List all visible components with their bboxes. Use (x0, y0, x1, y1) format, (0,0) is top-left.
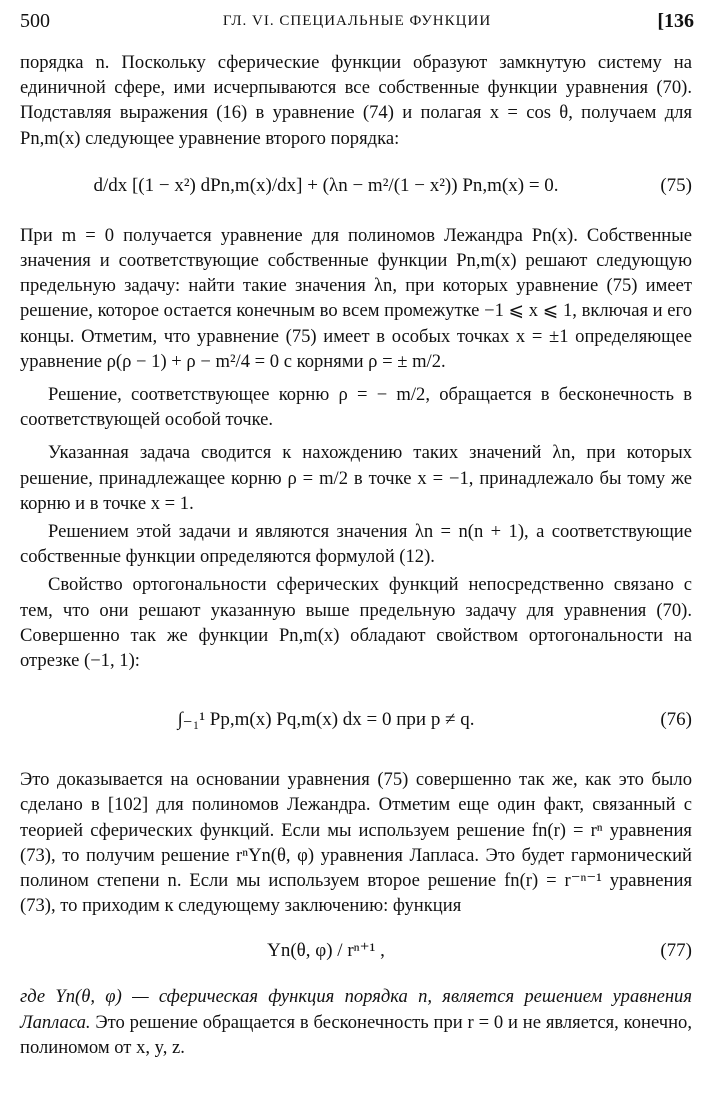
equation-76-number: (76) (660, 709, 692, 731)
page-header (20, 10, 694, 38)
equation-75 (20, 155, 692, 219)
paragraph-8 (20, 984, 692, 1060)
paragraph-2: При m = 0 получается уравнение для полиномов Лежандра Pn(x). Собственные значения и соответствующие собственные функции Pn,m(x) решают следующую предельную задачу: найти такие значения λn, при которых уравнение (75) имеет решение, которое остается конечным во всем промежутке −1 ⩽ x ⩽ 1, включая и его концы. Отметим, что уравнение (75) имеет в особых точках x = ±1 определяющее уравнение ρ(ρ − 1) + ρ − m²/4 = 0 с корнями ρ = ± m/2. (20, 224, 692, 372)
equation-76 (20, 677, 692, 763)
equation-76-formula: ∫₋₁¹ Pp,m(x) Pq,m(x) dx = 0 при p ≠ q. (177, 709, 475, 731)
equation-75-formula: d/dx [(1 − x²) dPn,m(x)/dx] + (λn − m²/(1 − x²)) Pn,m(x) = 0. (93, 174, 559, 196)
page-body (20, 50, 692, 1060)
section-number: [136 (657, 10, 694, 32)
paragraph-5: Решением этой задачи и являются значения λn = n(n + 1), а соответствующие собственные функции определяются формулой (12). (20, 521, 692, 568)
paragraph-3: Решение, соответствующее корню ρ = − m/2, обращается в бесконечность в соответствующей особой точке. (20, 384, 692, 431)
paragraph-4: Указанная задача сводится к нахождению таких значений λn, при которых решение, принадлежащее корню ρ = m/2 в точке x = −1, принадлежало бы тому же корню и в точке x = 1. (20, 442, 692, 514)
paragraph-1: порядка n. Поскольку сферические функции образуют замкнутую систему на единичной сфере, ими исчерпываются все собственные функции уравнения (70). Подставляя выражения (16) в уравнение (74) и полагая x = cos θ, получаем для Pn,m(x) следующее уравнение второго порядка: (20, 52, 692, 149)
equation-75-number: (75) (660, 174, 692, 196)
equation-77-number: (77) (660, 940, 692, 962)
chapter-title: ГЛ. VI. СПЕЦИАЛЬНЫЕ ФУНКЦИИ (222, 13, 492, 29)
equation-77-formula: Yn(θ, φ) / rⁿ⁺¹ , (267, 940, 385, 962)
equation-77 (20, 922, 692, 980)
paragraph-8-rest: Это решение обращается в бесконечность при r = 0 и не является, конечно, полиномом от x, y, z. (20, 1011, 692, 1058)
paragraph-7: Это доказывается на основании уравнения (75) совершенно так же, как это было сделано в [102] для полиномов Лежандра. Отметим еще один факт, связанный с теорией сферических функций. Если мы используем решение fn(r) = rⁿ уравнения (73), то получим решение rⁿYn(θ, φ) уравнения Лапласа. Это будет гармонический полином степени n. Если мы используем второе решение fn(r) = r⁻ⁿ⁻¹ уравнения (73), то приходим к следующему заключению: функция (20, 769, 692, 917)
paragraph-6: Свойство ортогональности сферических функций непосредственно связано с тем, что они решают указанную выше предельную задачу для уравнения (70). Совершенно так же функции Pn,m(x) обладают свойством ортогональности на отрезке (−1, 1): (20, 574, 692, 672)
page-number: 500 (20, 10, 50, 32)
paragraph-8-italic: где Yn(θ, φ) — сферическая функция порядка n, является решением уравнения Лапласа. (20, 986, 692, 1033)
